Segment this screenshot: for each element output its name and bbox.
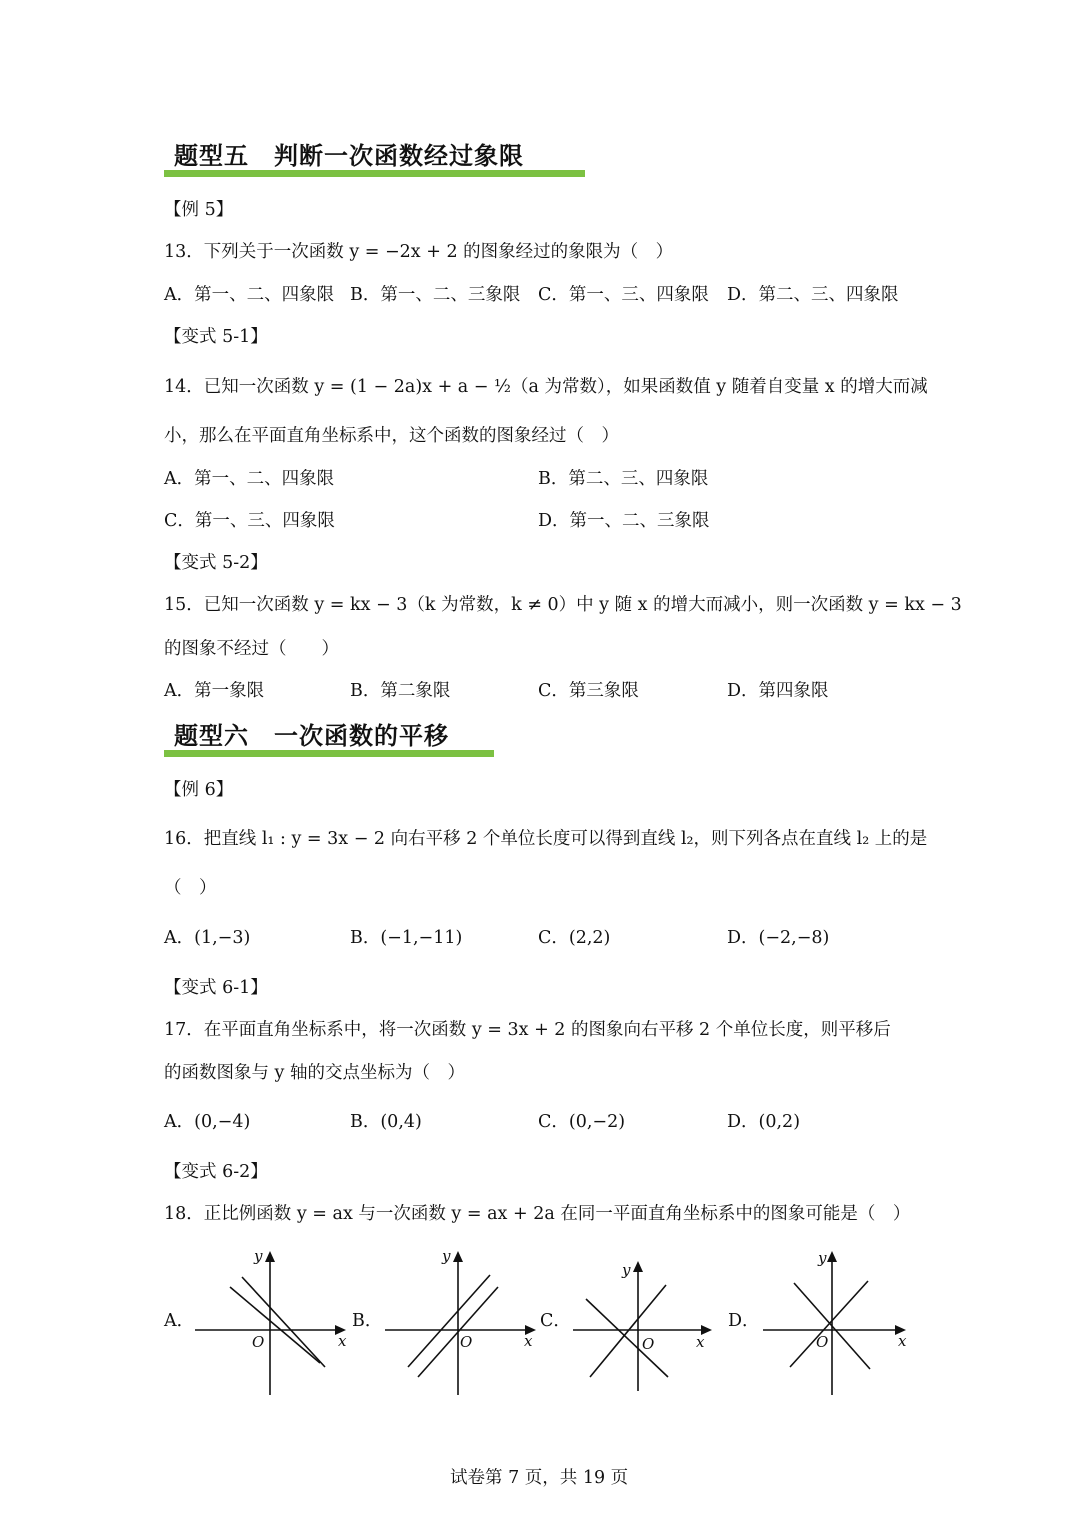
example-tag: 【变式 6-1】 [164, 978, 268, 998]
line-1 [408, 1275, 490, 1367]
x-axis-label: x [898, 1332, 907, 1350]
example-tag: 【变式 6-2】 [164, 1162, 268, 1182]
option-c: C．(2,2) [538, 928, 611, 948]
line-1 [230, 1287, 320, 1363]
option-b: B．第二象限 [350, 681, 451, 701]
option-a: A．(0,−4) [164, 1112, 251, 1132]
option-d: D．(0,2) [727, 1112, 801, 1132]
question-stem: 13．下列关于一次函数 y = −2x + 2 的图象经过的象限为（ ） [164, 242, 674, 262]
line-2 [242, 1277, 325, 1367]
question-stem: 18．正比例函数 y = ax 与一次函数 y = ax + 2a 在同一平面直角坐标系中的图象可能是（ ） [164, 1204, 911, 1224]
example-tag: 【变式 5-1】 [164, 327, 268, 347]
y-axis-arrow [633, 1261, 643, 1272]
origin-label: O [642, 1335, 655, 1353]
section-title: 题型五 判断一次函数经过象限 [174, 141, 524, 170]
graph-d [758, 1245, 928, 1400]
origin-label: O [460, 1333, 473, 1351]
question-stem: 15．已知一次函数 y = kx − 3（k 为常数，k ≠ 0）中 y 随 x 的增大而减小，则一次函数 y = kx − 3 [164, 595, 962, 615]
option-b: B．(−1,−11) [350, 928, 463, 948]
example-tag: 【例 5】 [164, 200, 234, 220]
x-axis-label: x [338, 1332, 347, 1350]
y-axis-arrow [827, 1251, 837, 1262]
question-stem-cont: （ ） [164, 878, 217, 898]
option-d: D．第二、三、四象限 [727, 285, 899, 305]
option-c: C．第一、三、四象限 [538, 285, 709, 305]
section-underline [164, 750, 494, 757]
y-axis-label: y [254, 1247, 263, 1265]
option-b: B．(0,4) [350, 1112, 422, 1132]
graph-c [568, 1255, 738, 1395]
graph-b [380, 1245, 550, 1400]
y-axis-label: y [818, 1249, 827, 1267]
option-a: A．第一象限 [164, 681, 265, 701]
example-tag: 【变式 5-2】 [164, 553, 268, 573]
option-a: A．第一、二、四象限 [164, 285, 335, 305]
graph-option-a-label: A． [164, 1311, 195, 1331]
question-stem-cont: 小，那么在平面直角坐标系中，这个函数的图象经过（ ） [164, 426, 619, 446]
question-stem: 17．在平面直角坐标系中，将一次函数 y = 3x + 2 的图象向右平移 2 个单位长度，则平移后 [164, 1020, 891, 1040]
option-c: C．(0,−2) [538, 1112, 626, 1132]
graph-a [190, 1245, 360, 1400]
y-axis-label: y [442, 1247, 451, 1265]
question-stem: 16．把直线 l₁ : y = 3x − 2 向右平移 2 个单位长度可以得到直线 l₂，则下列各点在直线 l₂ 上的是 [164, 829, 928, 849]
section-title: 题型六 一次函数的平移 [174, 721, 449, 750]
origin-label: O [816, 1333, 829, 1351]
y-axis-arrow [265, 1251, 275, 1262]
option-a: A．(1,−3) [164, 928, 251, 948]
option-c: C．第三象限 [538, 681, 639, 701]
option-d: D．第四象限 [727, 681, 829, 701]
option-b: B．第一、二、三象限 [350, 285, 521, 305]
example-tag: 【例 6】 [164, 780, 234, 800]
line-2 [586, 1299, 668, 1377]
graph-option-b-label: B． [352, 1311, 383, 1331]
question-stem-cont: 的函数图象与 y 轴的交点坐标为（ ） [164, 1063, 466, 1083]
question-stem-cont: 的图象不经过（ ） [164, 639, 339, 659]
x-axis-label: x [696, 1333, 705, 1351]
y-axis-label: y [622, 1261, 631, 1279]
graph-option-d-label: D． [728, 1311, 760, 1331]
y-axis-arrow [453, 1251, 463, 1262]
page-footer: 试卷第 7 页，共 19 页 [450, 1468, 629, 1488]
option-a: A．第一、二、四象限 [164, 469, 335, 489]
option-d: D．(−2,−8) [727, 928, 830, 948]
option-d: D．第一、二、三象限 [538, 511, 710, 531]
x-axis-label: x [524, 1332, 533, 1350]
option-c: C．第一、三、四象限 [164, 511, 335, 531]
question-stem: 14．已知一次函数 y = (1 − 2a)x + a − ½（a 为常数），如果函数值 y 随着自变量 x 的增大而减 [164, 377, 928, 397]
section-underline [164, 170, 585, 177]
graph-option-c-label: C． [540, 1311, 571, 1331]
option-b: B．第二、三、四象限 [538, 469, 709, 489]
origin-label: O [252, 1333, 265, 1351]
